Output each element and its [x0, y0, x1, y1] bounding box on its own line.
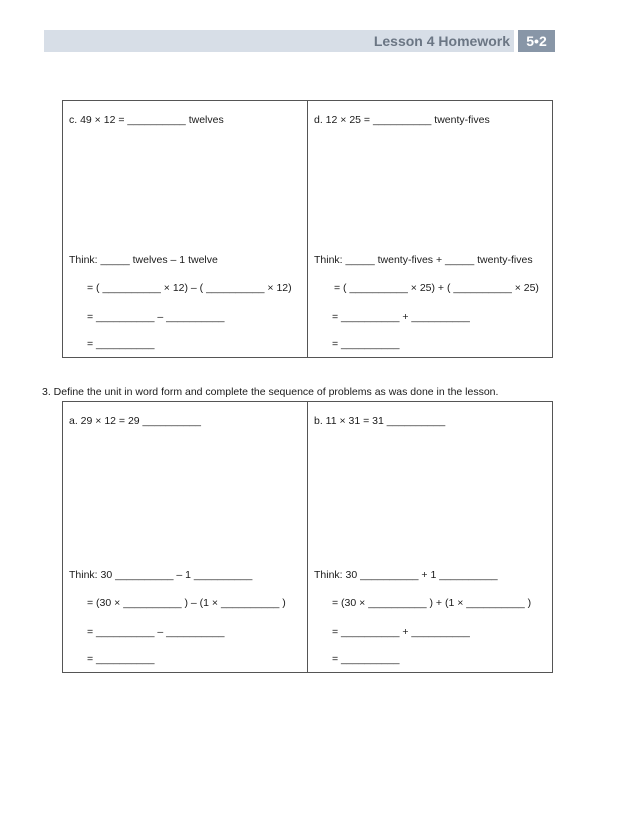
problem-box-a-b	[62, 401, 553, 673]
problem-a	[63, 402, 307, 672]
problem-box-c-d	[62, 100, 553, 358]
problem-a-step1: = (30 × __________ ) – (1 × __________ )	[87, 597, 286, 609]
problem-a-step2: = __________ – __________	[87, 626, 225, 638]
problem-c-step2: = __________ – __________	[87, 311, 225, 323]
problem-a-think: Think: 30 __________ – 1 __________	[69, 569, 253, 581]
problem-c-step3: = __________	[87, 338, 155, 350]
problem-b	[308, 402, 553, 672]
problem-a-step3: = __________	[87, 653, 155, 665]
problem-d-step3: = __________	[332, 338, 400, 350]
lesson-title: Lesson 4 Homework	[373, 33, 510, 49]
problem-b-step2: = __________ + __________	[332, 626, 470, 638]
problem-d-step1: = ( __________ × 25) + ( __________ × 25)	[334, 282, 539, 294]
problem-c-prompt: c. 49 × 12 = __________ twelves	[69, 114, 224, 126]
problem-d	[308, 101, 553, 357]
problem-d-prompt: d. 12 × 25 = __________ twenty-fives	[314, 114, 490, 126]
problem-d-think: Think: _____ twenty-fives + _____ twenty-fives	[314, 254, 533, 266]
problem-c-step1: = ( __________ × 12) – ( __________ × 12)	[87, 282, 292, 294]
problem-c	[63, 101, 307, 357]
problem-b-step3: = __________	[332, 653, 400, 665]
problem-a-prompt: a. 29 × 12 = 29 __________	[69, 415, 201, 427]
module-badge: 5•2	[518, 30, 555, 52]
problem-b-prompt: b. 11 × 31 = 31 __________	[314, 415, 446, 427]
problem-b-step1: = (30 × __________ ) + (1 × __________ )	[332, 597, 532, 609]
question-3-text: 3. Define the unit in word form and complete the sequence of problems as was done in the lesson.	[42, 386, 499, 398]
problem-c-think: Think: _____ twelves – 1 twelve	[69, 254, 218, 266]
problem-b-think: Think: 30 __________ + 1 __________	[314, 569, 498, 581]
problem-d-step2: = __________ + __________	[332, 311, 470, 323]
